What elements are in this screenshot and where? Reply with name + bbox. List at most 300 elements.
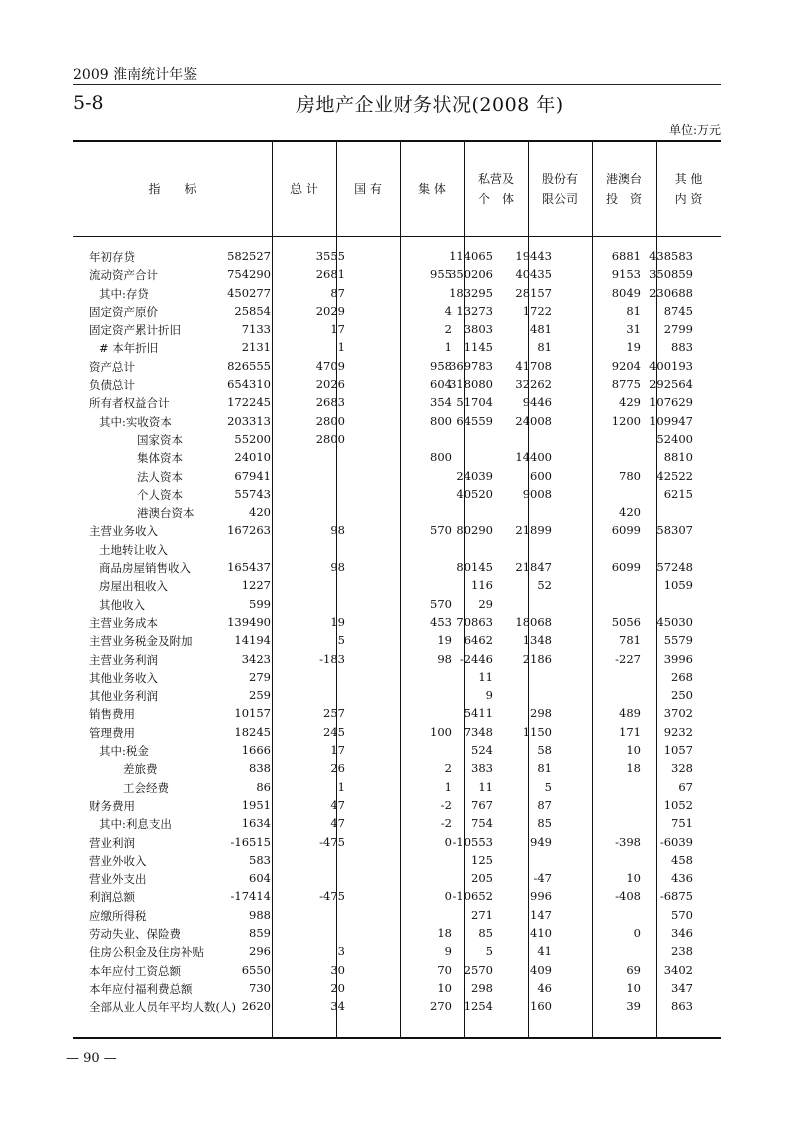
value-cell: 259 [249,688,271,703]
row-label: 其中:税金 [99,744,149,759]
value-cell: 6099 [611,560,641,575]
value-cell: 98 [330,523,345,538]
row-label: 集体资本 [137,451,183,466]
table-row [73,743,721,761]
table-row [73,450,721,468]
value-cell: 570 [671,907,693,922]
value-cell: 318080 [449,377,493,392]
value-cell: 3402 [663,962,693,977]
value-cell: -2 [440,797,452,812]
value-cell: 0 [444,834,452,849]
value-cell: 1 [444,779,452,794]
column-header-1 [272,142,336,236]
table-row [73,816,721,834]
table-row [73,523,721,541]
column-header-4 [464,142,528,236]
value-cell: 988 [249,907,271,922]
value-cell: 1059 [663,578,693,593]
row-label: 应缴所得税 [89,908,147,923]
row-label: 国家资本 [137,432,183,447]
value-cell: 1666 [241,743,271,758]
row-label: 主营业务利润 [89,652,158,667]
value-cell: 2 [444,322,452,337]
value-cell: 6881 [611,249,641,263]
value-cell: -227 [615,651,641,666]
value-cell: 958 [430,358,452,373]
value-cell: 51704 [456,395,493,410]
value-cell: 46 [537,980,552,995]
value-cell: 949 [530,834,552,849]
value-cell: 1150 [522,724,552,739]
value-cell: 9153 [611,267,641,282]
value-cell: 800 [430,413,452,428]
row-label: 其他业务利润 [89,689,158,704]
value-cell: 6215 [663,486,693,501]
value-cell: 41708 [515,358,552,373]
table-row [73,395,721,413]
value-cell: 350859 [649,267,693,282]
value-cell: 350206 [449,267,493,282]
row-label: 所有者权益合计 [89,396,170,411]
value-cell: 172245 [227,395,271,410]
value-cell: 1 [337,779,345,794]
value-cell: 98 [437,651,452,666]
value-cell: 31 [626,322,641,337]
row-label: 法人资本 [137,469,183,484]
value-cell: 570 [430,523,452,538]
value-cell: 458 [671,852,693,867]
value-cell: 2186 [522,651,552,666]
table-row [73,706,721,724]
value-cell: 8049 [611,285,641,300]
value-cell: -6039 [659,834,693,849]
table-row [73,578,721,596]
value-cell: 24008 [515,413,552,428]
value-cell: 183295 [449,285,493,300]
value-cell: 85 [537,816,552,831]
value-cell: 400193 [649,358,693,373]
column-header-line: 投 资 [605,192,642,206]
table-row [73,871,721,889]
value-cell: 58307 [656,523,693,538]
value-cell: 5 [544,779,552,794]
row-label: 其中:实收资本 [99,414,172,429]
value-cell: 85 [478,925,493,940]
table-row [73,652,721,670]
value-cell: 863 [671,999,693,1014]
value-cell: -183 [319,651,345,666]
column-header-line: 私营及 [477,172,514,186]
value-cell: 230688 [649,285,693,300]
column-header-line: 限公司 [541,192,578,206]
table-row [73,798,721,816]
value-cell: 67941 [234,468,271,483]
value-cell: 3 [337,944,345,959]
value-cell: -47 [533,871,552,886]
value-cell: 7348 [463,724,493,739]
page-number: — 90 — [66,1051,117,1066]
value-cell: 5 [337,633,345,648]
table-row [73,542,721,560]
column-header-0 [73,142,272,236]
value-cell: 24039 [456,468,493,483]
column-header-line: 集 体 [418,182,446,196]
column-header-line: 内 资 [674,192,703,206]
value-cell: -2 [440,816,452,831]
value-cell: 767 [471,797,493,812]
value-cell: 11 [478,669,493,684]
value-cell: 429 [619,395,641,410]
value-cell: 17 [330,743,345,758]
table-row [73,597,721,615]
value-cell: 52400 [656,431,693,446]
value-cell: 18 [626,761,641,776]
table-row [73,340,721,358]
row-label: 销售费用 [89,707,135,722]
value-cell: 9232 [663,724,693,739]
table-row [73,963,721,981]
value-cell: 81 [537,761,552,776]
value-cell: 8810 [663,450,693,465]
row-label: 管理费用 [89,725,135,740]
value-cell: 203313 [227,413,271,428]
value-cell: 604 [430,377,452,392]
table-row [73,908,721,926]
value-cell: 3996 [663,651,693,666]
value-cell: 8745 [663,303,693,318]
value-cell: 328 [671,761,693,776]
value-cell: 10 [626,871,641,886]
value-cell: 40520 [456,486,493,501]
table-row [73,432,721,450]
value-cell: 1 [337,340,345,355]
value-cell: 21847 [515,560,552,575]
value-cell: 730 [249,980,271,995]
column-header-line: 国 有 [354,182,382,196]
value-cell: 10 [626,743,641,758]
row-label: 利润总额 [89,890,135,905]
value-cell: 654310 [227,377,271,392]
value-cell: 116 [471,578,493,593]
value-cell: 55743 [234,486,271,501]
table-row [73,615,721,633]
row-label: 其他业务收入 [89,670,158,685]
table-row [73,505,721,523]
value-cell: 139490 [227,614,271,629]
value-cell: 955 [430,267,452,282]
value-cell: 19 [330,614,345,629]
value-cell: 80145 [456,560,493,575]
value-cell: 420 [249,505,271,520]
row-label: 主营业务收入 [89,524,158,539]
row-label: 全部从业人员年平均人数(人) [89,1000,236,1015]
value-cell: 838 [249,761,271,776]
value-cell: -16515 [230,834,271,849]
value-cell: 205 [471,871,493,886]
value-cell: 5 [485,944,493,959]
value-cell: 3702 [663,706,693,721]
value-cell: 160 [530,999,552,1014]
value-cell: 100 [430,724,452,739]
value-cell: -398 [615,834,641,849]
value-cell: 81 [626,303,641,318]
value-cell: 410 [530,925,552,940]
column-header-line: 港澳台 [605,172,642,186]
value-cell: 250 [671,688,693,703]
value-cell: 238 [671,944,693,959]
value-cell: 0 [633,925,641,940]
value-cell: 3803 [463,322,493,337]
value-cell: 780 [619,468,641,483]
value-cell: 10157 [234,706,271,721]
value-cell: 271 [471,907,493,922]
value-cell: 268 [671,669,693,684]
value-cell: 80290 [456,523,493,538]
value-cell: 450277 [227,285,271,300]
value-cell: -475 [319,889,345,904]
value-cell: 1348 [522,633,552,648]
value-cell: 6462 [463,633,493,648]
value-cell: 70 [437,962,452,977]
value-cell: 10 [626,980,641,995]
value-cell: 18068 [515,614,552,629]
value-cell: 9204 [611,358,641,373]
table-row [73,926,721,944]
value-cell: -10652 [452,889,493,904]
value-cell: 1227 [241,578,271,593]
value-cell: 18245 [234,724,271,739]
value-cell: 14400 [515,450,552,465]
value-cell: 24010 [234,450,271,465]
value-cell: 14194 [234,633,271,648]
row-label: 固定资产原价 [89,304,158,319]
value-cell: 17 [330,322,345,337]
unit-label: 单位:万元 [668,123,721,137]
value-cell: 781 [619,633,641,648]
value-cell: 754 [471,816,493,831]
column-header-3 [400,142,464,236]
value-cell: 6099 [611,523,641,538]
value-cell: 47 [330,797,345,812]
header-rule [73,84,721,85]
value-cell: 107629 [649,395,693,410]
value-cell: 40435 [515,267,552,282]
value-cell: 28157 [515,285,552,300]
value-cell: 438583 [649,249,693,263]
value-cell: 354 [430,395,452,410]
value-cell: 30 [330,962,345,977]
table-row [73,359,721,377]
table-row [73,944,721,962]
value-cell: 489 [619,706,641,721]
row-label: 本年应付工资总额 [89,963,181,978]
value-cell: 58 [537,743,552,758]
value-cell: 87 [537,797,552,812]
value-cell: 1722 [522,303,552,318]
column-header-line: 总 计 [290,182,318,196]
table-number: 5-8 [73,92,104,114]
row-label: 营业外收入 [89,853,147,868]
value-cell: 19443 [515,249,552,263]
value-cell: 171 [619,724,641,739]
value-cell: 67 [678,779,693,794]
value-cell: 1634 [241,816,271,831]
table-row [73,999,721,1017]
table-row [73,633,721,651]
book-title: 2009 淮南统计年鉴 [73,67,198,83]
value-cell: 114065 [449,249,493,263]
value-cell: 10 [437,980,452,995]
value-cell: -2446 [459,651,493,666]
table-row [73,725,721,743]
value-cell: 9446 [522,395,552,410]
value-cell: 2800 [315,413,345,428]
row-label: 港澳台资本 [137,506,195,521]
value-cell: 453 [430,614,452,629]
value-cell: 1200 [611,413,641,428]
value-cell: 0 [444,889,452,904]
table-body [73,249,721,1017]
column-header-6 [592,142,656,236]
row-label: 固定资产累计折旧 [89,323,181,338]
value-cell: 2683 [315,395,345,410]
row-label: 其中:利息支出 [99,817,172,832]
value-cell: 41 [537,944,552,959]
column-header-line: 股份有 [541,172,578,186]
value-cell: 18 [437,925,452,940]
value-cell: 292564 [649,377,693,392]
table-row [73,487,721,505]
row-label: 土地转让收入 [99,542,168,557]
value-cell: 64559 [456,413,493,428]
value-cell: 298 [471,980,493,995]
value-cell: -10553 [452,834,493,849]
value-cell: 4709 [315,358,345,373]
value-cell: 167263 [227,523,271,538]
value-cell: 800 [430,450,452,465]
value-cell: 45030 [656,614,693,629]
table-row [73,322,721,340]
value-cell: 270 [430,999,452,1014]
value-cell: 19 [437,633,452,648]
table-row [73,414,721,432]
value-cell: 369783 [449,358,493,373]
value-cell: 125 [471,852,493,867]
value-cell: 9008 [522,486,552,501]
value-cell: 5411 [463,706,493,721]
value-cell: 20 [330,980,345,995]
row-label: 个人资本 [137,487,183,502]
value-cell: 4 [444,303,452,318]
value-cell: 70863 [456,614,493,629]
value-cell: 420 [619,505,641,520]
row-label: 商品房屋销售收入 [99,561,191,576]
row-label: 财务费用 [89,798,135,813]
value-cell: 600 [530,468,552,483]
value-cell: 26 [330,761,345,776]
table-row [73,560,721,578]
table-row [73,835,721,853]
value-cell: 599 [249,596,271,611]
row-label: 劳动失业、保险费 [89,926,181,941]
column-header-5 [528,142,592,236]
table-row [73,670,721,688]
value-cell: 25854 [234,303,271,318]
value-cell: 883 [671,340,693,355]
value-cell: 81 [537,340,552,355]
value-cell: 2029 [315,303,345,318]
value-cell: 47 [330,816,345,831]
value-cell: -408 [615,889,641,904]
value-cell: 298 [530,706,552,721]
value-cell: 2026 [315,377,345,392]
value-cell: 409 [530,962,552,977]
table-row [73,267,721,285]
row-label: 营业利润 [89,835,135,850]
value-cell: 2681 [315,267,345,282]
row-label: 房屋出租收入 [99,579,168,594]
row-label: 年初存贷 [89,250,135,264]
value-cell: 42522 [656,468,693,483]
value-cell: 9 [444,944,452,959]
table-row [73,688,721,706]
row-label: 差旅费 [123,762,158,777]
value-cell: 751 [671,816,693,831]
value-cell: 57248 [656,560,693,575]
value-cell: 21899 [515,523,552,538]
value-cell: 11 [478,779,493,794]
value-cell: 383 [471,761,493,776]
value-cell: 436 [671,871,693,886]
value-cell: 481 [530,322,552,337]
row-label: 资产总计 [89,359,135,374]
value-cell: 7133 [241,322,271,337]
table-row [73,981,721,999]
value-cell: 1057 [663,743,693,758]
value-cell: 296 [249,944,271,959]
value-cell: 2131 [241,340,271,355]
value-cell: 257 [323,706,345,721]
row-label: 住房公积金及住房补贴 [89,945,204,960]
column-header-line: 个 体 [477,192,514,206]
value-cell: 2620 [241,999,271,1014]
table-header-rule [73,236,721,237]
value-cell: 524 [471,743,493,758]
value-cell: 1052 [663,797,693,812]
row-label: 主营业务成本 [89,615,158,630]
table-row [73,853,721,871]
value-cell: 69 [626,962,641,977]
table-row [73,377,721,395]
value-cell: 6550 [241,962,271,977]
row-label: 工会经费 [123,780,169,795]
value-cell: 3555 [315,249,345,263]
row-label: 其中:存贷 [99,286,149,301]
column-header-7 [656,142,721,236]
value-cell: 34 [330,999,345,1014]
row-label: 负债总计 [89,378,135,393]
row-label: 主营业务税金及附加 [89,634,193,649]
value-cell: 29 [478,596,493,611]
value-cell: 245 [323,724,345,739]
value-cell: 582527 [227,249,271,263]
value-cell: 1254 [463,999,493,1014]
row-label: 营业外支出 [89,872,147,887]
value-cell: 570 [430,596,452,611]
table-bottom-rule [73,1037,721,1039]
value-cell: 109947 [649,413,693,428]
value-cell: 9 [485,688,493,703]
